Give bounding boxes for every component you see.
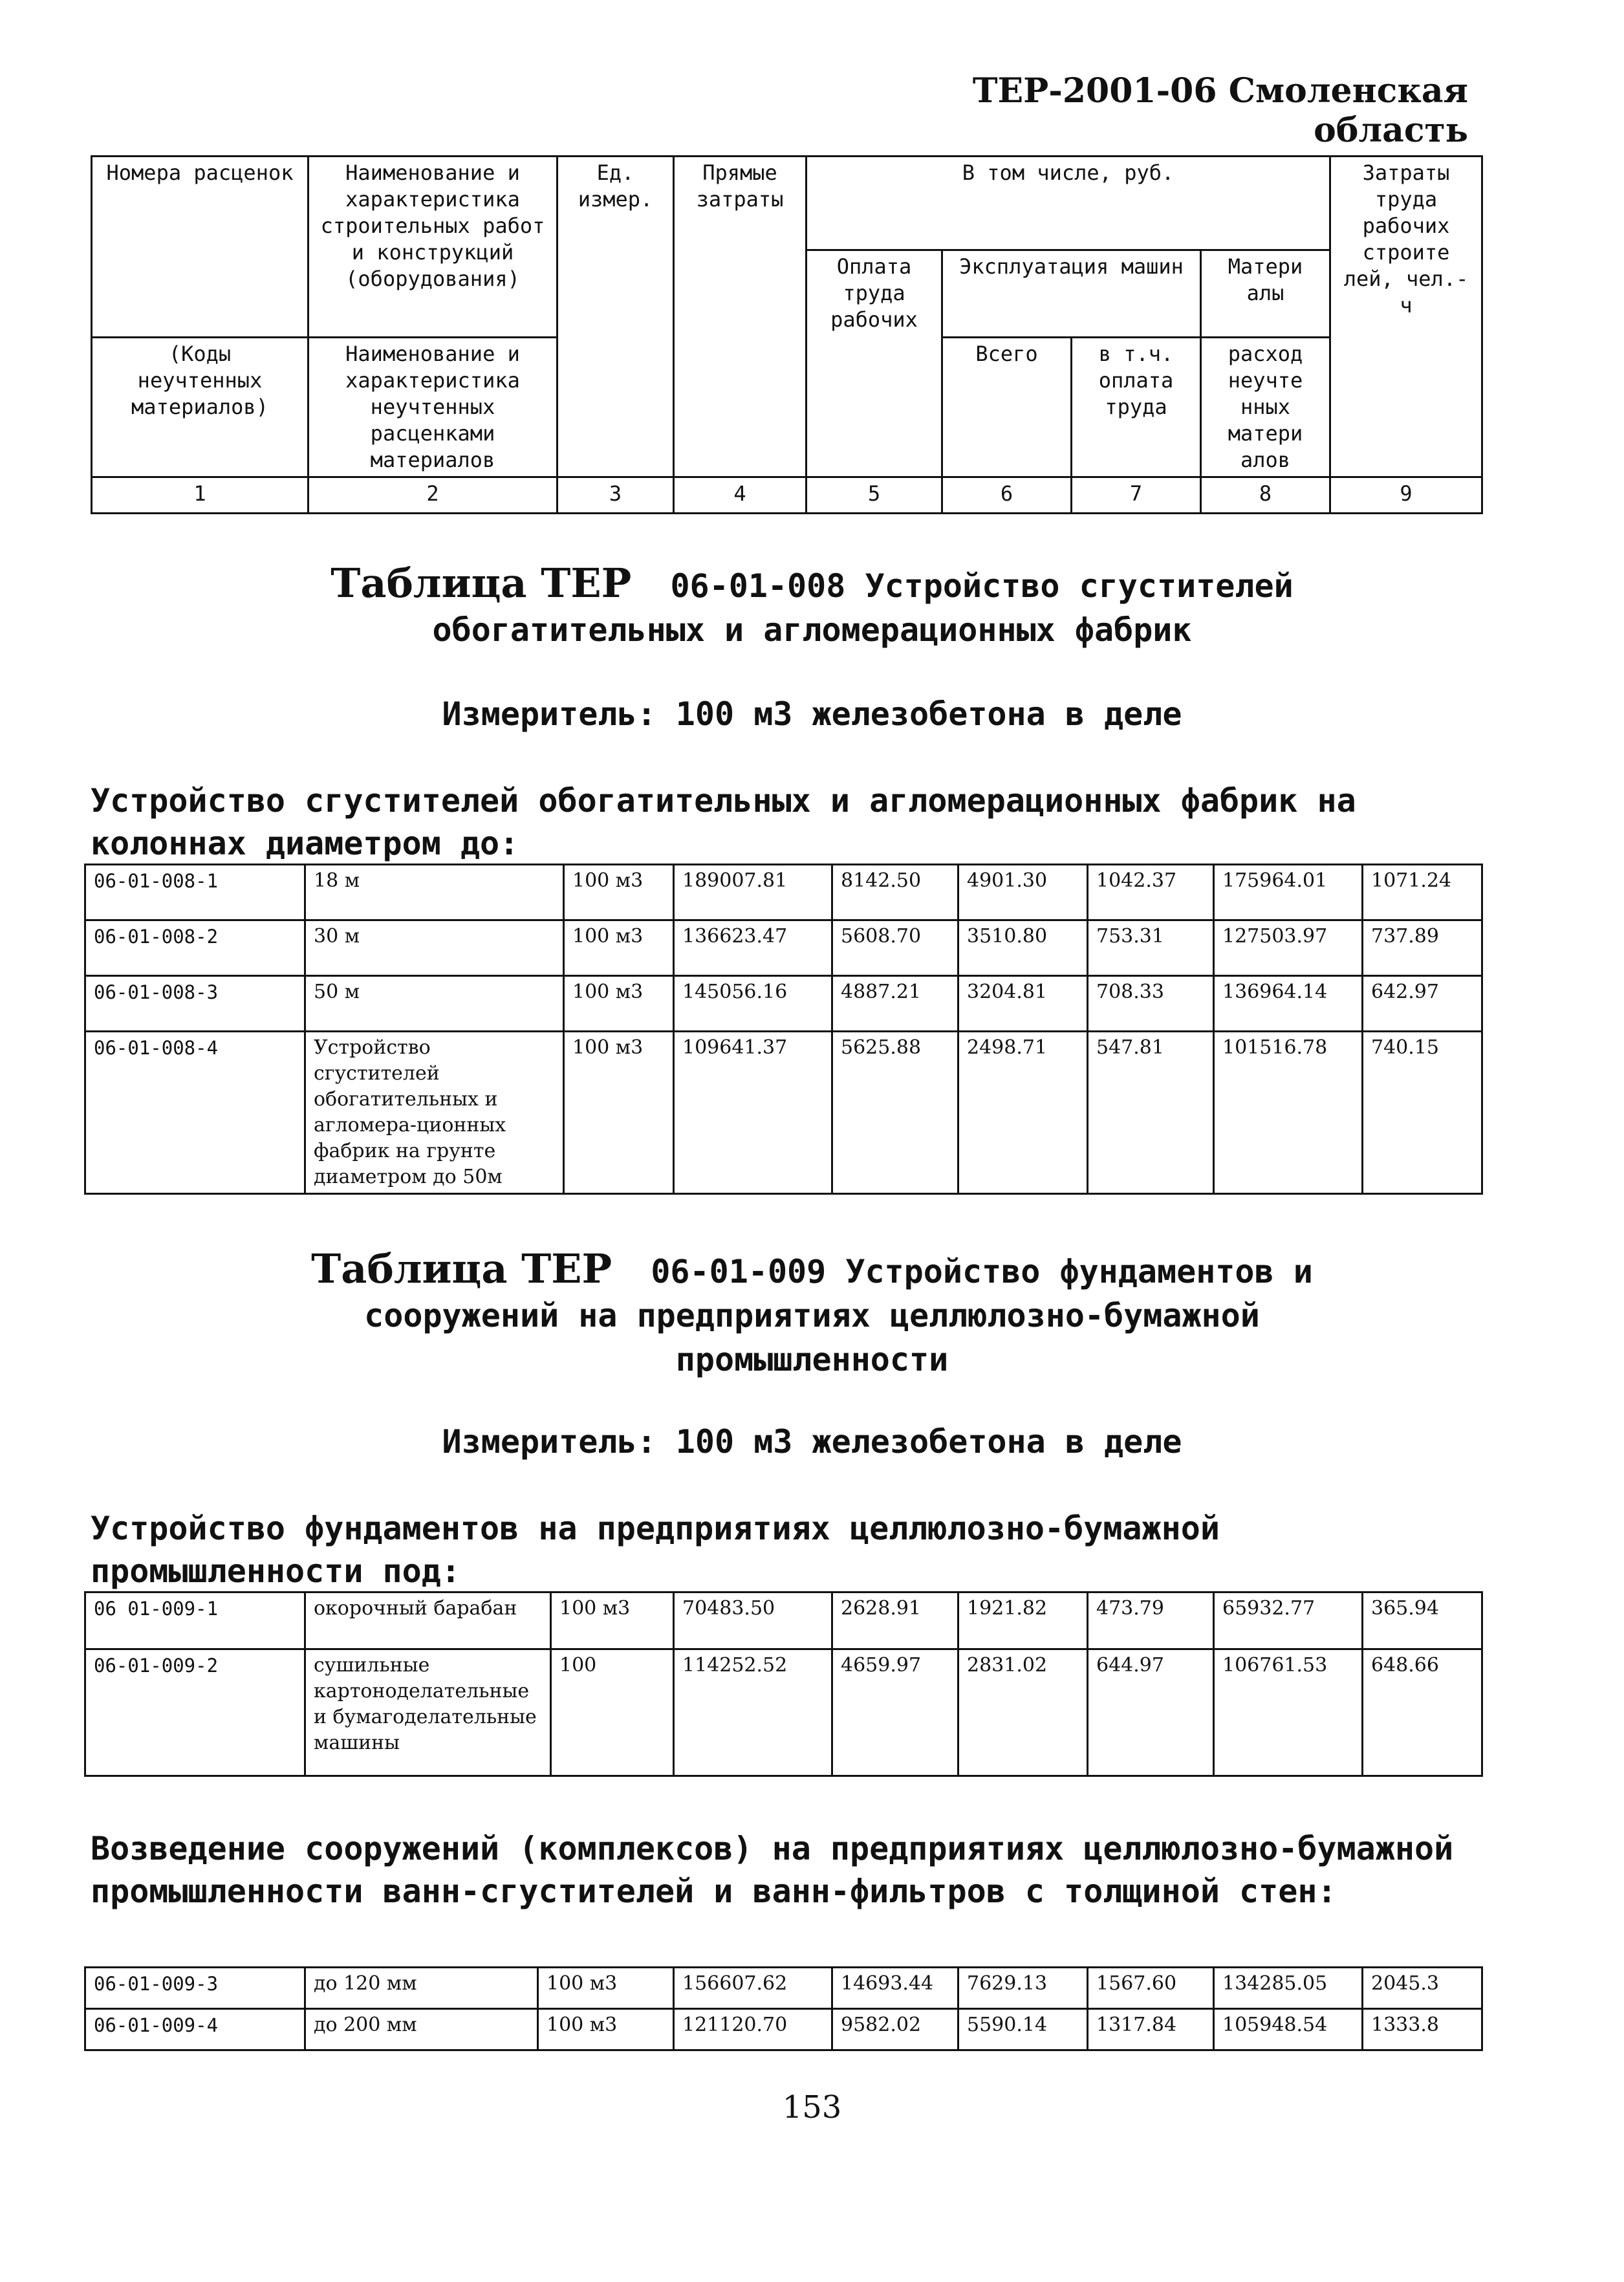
header-codes: (Коды неучтенных материалов) — [92, 338, 309, 477]
table-row: 06-01-009-2 сушильные картоноделательные и бумагоделательные машины 100 114252.52 4659.97 2831.02 644.97 106761.53 648.66 — [85, 1649, 1482, 1776]
table-row: 06 01-009-1 окорочный барабан 100 м3 70483.50 2628.91 1921.82 473.79 65932.77 365.94 — [85, 1592, 1482, 1649]
table-row: 06-01-008-2 30 м 100 м3 136623.47 5608.70 3510.80 753.31 127503.97 737.89 — [85, 920, 1482, 976]
table2-subtitle2: Возведение сооружений (комплексов) на предприятиях целлюлозно-бумажной промышленности ванн-сгустителей и ванн-фильтров с толщиной стен: — [91, 1830, 1454, 1910]
column-number: 5 — [807, 477, 942, 514]
table2-prefix: Таблица ТЕР — [311, 1245, 612, 1292]
table-row: 06-01-009-3 до 120 мм 100 м3 156607.62 14693.44 7629.13 1567.60 134285.05 2045.3 — [85, 1968, 1482, 2009]
header-materials: Матери алы — [1201, 250, 1330, 338]
header-rate-numbers: Номера расценок — [92, 157, 309, 338]
column-number: 4 — [674, 477, 807, 514]
table2-data — [84, 1591, 1483, 1777]
header-name: Наименование и характеристика строительных работ и конструкций (оборудования) — [309, 157, 558, 338]
header-machines-total: Всего — [942, 338, 1072, 477]
column-header-table — [91, 155, 1483, 514]
table-row: 06-01-008-4 Устройство сгустителей обогатительных и агломера-ционных фабрик на грунте диаметром до 50м 100 м3 109641.37 5625.88 2498.71 547.81 101516.78 740.15 — [85, 1032, 1482, 1194]
table1-title — [0, 561, 1624, 652]
table2-data-walls — [84, 1966, 1483, 2051]
table2-title — [0, 1247, 1624, 1382]
table2-measure: Измеритель: 100 м3 железобетона в деле — [442, 1423, 1182, 1461]
column-number: 6 — [942, 477, 1072, 514]
column-number: 1 — [92, 477, 309, 514]
column-number: 2 — [309, 477, 558, 514]
table2-subtitle: Устройство фундаментов на предприятиях целлюлозно-бумажной промышленности под: — [91, 1510, 1220, 1590]
table-row: 06-01-008-1 18 м 100 м3 189007.81 8142.50 4901.30 1042.37 175964.01 1071.24 — [85, 865, 1482, 920]
header-direct-costs: Прямые затраты — [674, 157, 807, 477]
table2-title-line3: промышленности — [675, 1341, 949, 1378]
header-including: В том числе, руб. — [807, 157, 1330, 250]
table1-prefix: Таблица ТЕР — [330, 560, 632, 607]
page-number: 153 — [782, 2089, 842, 2125]
header-unit: Ед. измер. — [558, 157, 674, 477]
column-number: 3 — [558, 477, 674, 514]
column-number: 7 — [1072, 477, 1201, 514]
table2-title-line1: 06-01-009 Устройство фундаментов и — [651, 1253, 1313, 1290]
table-row: 06-01-008-3 50 м 100 м3 145056.16 4887.21 3204.81 708.33 136964.14 642.97 — [85, 976, 1482, 1032]
table1-title-line2: обогатительных и агломерационных фабрик — [432, 611, 1192, 649]
column-number: 9 — [1330, 477, 1482, 514]
table1-title-line1: 06-01-008 Устройство сгустителей — [670, 567, 1294, 605]
header-machines: Эксплуатация машин — [942, 250, 1201, 338]
table1-data — [84, 864, 1483, 1195]
header-materials-consumption: расход неучте нных матери алов — [1201, 338, 1330, 477]
running-header: ТЕР-2001-06 Смоленская область — [972, 71, 1468, 150]
header-name-materials: Наименование и характеристика неучтенных расценками материалов — [309, 338, 558, 477]
header-machines-labor: в т.ч. оплата труда — [1072, 338, 1201, 477]
table1-subtitle: Устройство сгустителей обогатительных и агломерационных фабрик на колоннах диаметром до: — [91, 782, 1356, 862]
table1-measure: Измеритель: 100 м3 железобетона в деле — [442, 695, 1182, 733]
column-number: 8 — [1201, 477, 1330, 514]
table-row: 06-01-009-4 до 200 мм 100 м3 121120.70 9582.02 5590.14 1317.84 105948.54 1333.8 — [85, 2009, 1482, 2050]
header-labor-cost: Затраты труда рабочих строите лей, чел.-ч — [1330, 157, 1482, 477]
table2-title-line2: сооружений на предприятиях целлюлозно-бумажной — [364, 1297, 1260, 1334]
header-labor-pay: Оплата труда рабочих — [807, 250, 942, 477]
